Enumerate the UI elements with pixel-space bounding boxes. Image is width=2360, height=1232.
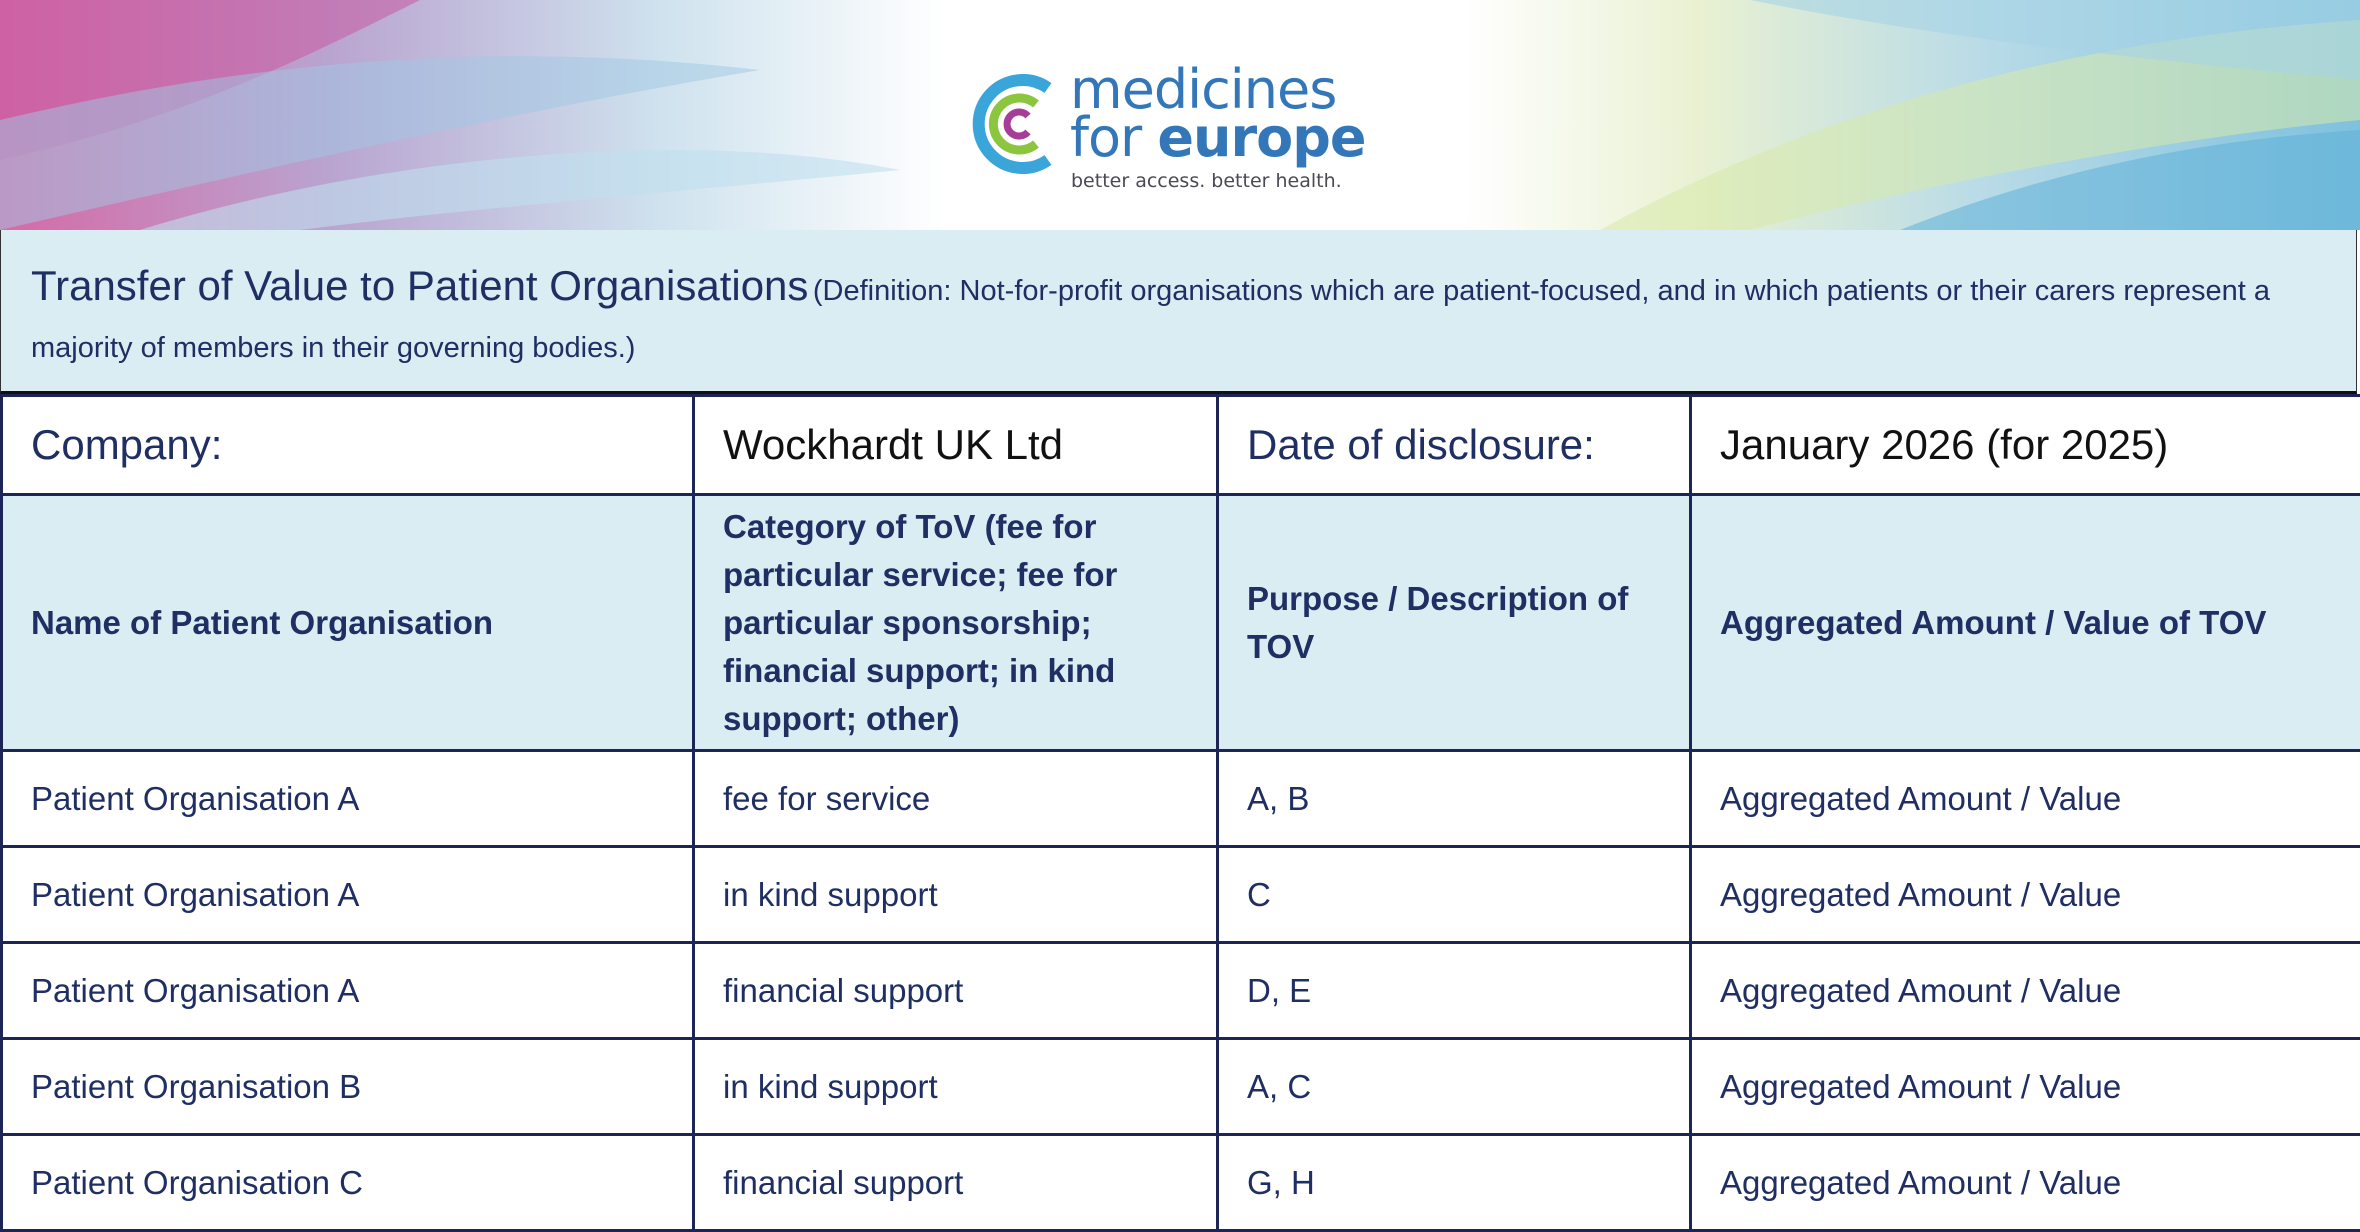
category-cell: in kind support [694,1039,1218,1135]
meta-row [2,396,2360,495]
category-cell: in kind support [694,847,1218,943]
tov-table [0,394,2360,1232]
category-cell: fee for service [694,751,1218,847]
logo-tagline: better access. better health. [1071,170,1342,192]
date-label: Date of disclosure: [1218,396,1691,495]
category-cell: financial support [694,943,1218,1039]
title-text [31,260,2321,379]
table-row [2,1039,2360,1135]
column-header-name: Name of Patient Organisation [2,495,694,751]
company-label: Company: [2,396,694,495]
logo-word-medicines: medicines [1070,58,1336,121]
organisation-cell: Patient Organisation B [2,1039,694,1135]
purpose-cell: C [1218,847,1691,943]
purpose-cell: D, E [1218,943,1691,1039]
logo-word-for-europe: for europe [1070,106,1366,169]
column-header-row [2,495,2360,751]
company-value: Wockhardt UK Ltd [694,396,1218,495]
organisation-cell: Patient Organisation A [2,943,694,1039]
amount-cell: Aggregated Amount / Value [1691,943,2360,1039]
header-banner [0,0,2360,230]
organisation-cell: Patient Organisation C [2,1135,694,1231]
purpose-cell: A, C [1218,1039,1691,1135]
category-cell: financial support [694,1135,1218,1231]
column-header-purpose: Purpose / Description of TOV [1218,495,1691,751]
page-title: Transfer of Value to Patient Organisations [31,262,808,309]
table-row [2,751,2360,847]
table-row [2,847,2360,943]
title-section [0,230,2357,394]
medicines-for-europe-logo [958,62,1388,197]
amount-cell: Aggregated Amount / Value [1691,847,2360,943]
amount-cell: Aggregated Amount / Value [1691,1039,2360,1135]
date-value: January 2026 (for 2025) [1691,396,2360,495]
purpose-cell: A, B [1218,751,1691,847]
amount-cell: Aggregated Amount / Value [1691,1135,2360,1231]
column-header-amount: Aggregated Amount / Value of TOV [1691,495,2360,751]
definition-text: (Definition: Not-for-profit organisations which are patient-focused, and in which patients or their carers represent a majority of members in their governing bodies.) [31,275,2270,364]
organisation-cell: Patient Organisation A [2,751,694,847]
logo-c-icon [958,74,1058,174]
table-row [2,943,2360,1039]
amount-cell: Aggregated Amount / Value [1691,751,2360,847]
organisation-cell: Patient Organisation A [2,847,694,943]
table-row [2,1135,2360,1231]
purpose-cell: G, H [1218,1135,1691,1231]
column-header-category: Category of ToV (fee for particular service; fee for particular sponsorship; financial support; in kind support; other) [694,495,1218,751]
